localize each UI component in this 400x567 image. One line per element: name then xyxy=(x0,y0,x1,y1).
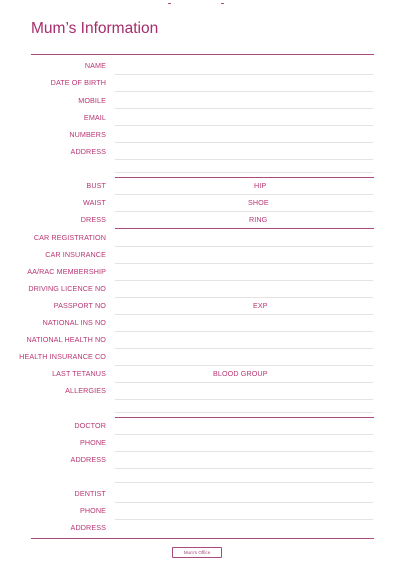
numbers-label: NUMBERS xyxy=(69,130,106,139)
shoe-label: SHOE xyxy=(248,198,269,207)
aa-rac-label: AA/RAC MEMBERSHIP xyxy=(27,267,106,276)
aa-rac-field-line[interactable] xyxy=(115,280,373,281)
section-divider xyxy=(115,177,374,178)
mobile-field-line[interactable] xyxy=(115,108,373,109)
health-insurance-label: HEALTH INSURANCE CO xyxy=(19,352,106,361)
bust-label: BUST xyxy=(86,181,106,190)
passport-label: PASSPORT NO xyxy=(53,301,106,310)
allergies-field-line-2[interactable] xyxy=(115,412,373,413)
email-label: EMAIL xyxy=(83,113,106,122)
passport-field-line[interactable] xyxy=(115,314,373,315)
car-registration-field-line[interactable] xyxy=(115,246,373,247)
doctor-phone-label: PHONE xyxy=(79,438,106,447)
dentist-address-label: ADDRESS xyxy=(70,523,106,532)
dentist-label: DENTIST xyxy=(74,489,106,498)
doctor-label: DOCTOR xyxy=(74,421,106,430)
blood-group-label: BLOOD GROUP xyxy=(213,369,268,378)
logo-ornament xyxy=(221,3,224,7)
exp-label: EXP xyxy=(253,301,268,310)
dob-label: DATE OF BIRTH xyxy=(50,78,106,87)
address-field-line[interactable] xyxy=(115,159,373,160)
driving-licence-field-line[interactable] xyxy=(115,297,373,298)
hip-label: HIP xyxy=(254,181,267,190)
logo-ornament xyxy=(168,3,171,7)
section-divider xyxy=(115,417,374,418)
doctor-address-field-line[interactable] xyxy=(115,468,373,469)
section-divider xyxy=(31,538,374,539)
doctor-address-field-line-2[interactable] xyxy=(115,482,373,483)
numbers-field-line[interactable] xyxy=(115,142,373,143)
doctor-phone-field-line[interactable] xyxy=(115,451,373,452)
name-field-line[interactable] xyxy=(115,74,373,75)
dentist-phone-field-line[interactable] xyxy=(115,519,373,520)
waist-shoe-field-line[interactable] xyxy=(115,211,373,212)
national-health-label: NATIONAL HEALTH NO xyxy=(26,335,106,344)
section-divider xyxy=(31,54,374,55)
page-title: Mum’s Information xyxy=(31,20,159,37)
dress-label: DRESS xyxy=(80,215,106,224)
brand-logo xyxy=(172,547,222,558)
waist-label: WAIST xyxy=(83,198,106,207)
car-insurance-field-line[interactable] xyxy=(115,263,373,264)
driving-licence-label: DRIVING LICENCE NO xyxy=(28,284,106,293)
name-label: NAME xyxy=(84,61,106,70)
last-tetanus-label: LAST TETANUS xyxy=(52,369,106,378)
mobile-label: MOBILE xyxy=(78,96,106,105)
section-divider xyxy=(115,228,374,229)
doctor-field-line[interactable] xyxy=(115,434,373,435)
ring-label: RING xyxy=(249,215,268,224)
allergies-field-line[interactable] xyxy=(115,399,373,400)
address-field-line-2[interactable] xyxy=(115,172,373,173)
national-health-field-line[interactable] xyxy=(115,348,373,349)
car-registration-label: CAR REGISTRATION xyxy=(33,233,106,242)
logo-text: Mum's Office xyxy=(183,550,211,555)
national-ins-label: NATIONAL INS NO xyxy=(42,318,106,327)
allergies-label: ALLERGIES xyxy=(65,386,106,395)
last-tetanus-field-line[interactable] xyxy=(115,382,373,383)
national-ins-field-line[interactable] xyxy=(115,331,373,332)
car-insurance-label: CAR INSURANCE xyxy=(45,250,106,259)
dentist-phone-label: PHONE xyxy=(79,506,106,515)
dob-field-line[interactable] xyxy=(115,91,373,92)
dentist-field-line[interactable] xyxy=(115,502,373,503)
bust-hip-field-line[interactable] xyxy=(115,194,373,195)
health-insurance-field-line[interactable] xyxy=(115,365,373,366)
doctor-address-label: ADDRESS xyxy=(70,455,106,464)
address-label: ADDRESS xyxy=(70,147,106,156)
email-field-line[interactable] xyxy=(115,125,373,126)
